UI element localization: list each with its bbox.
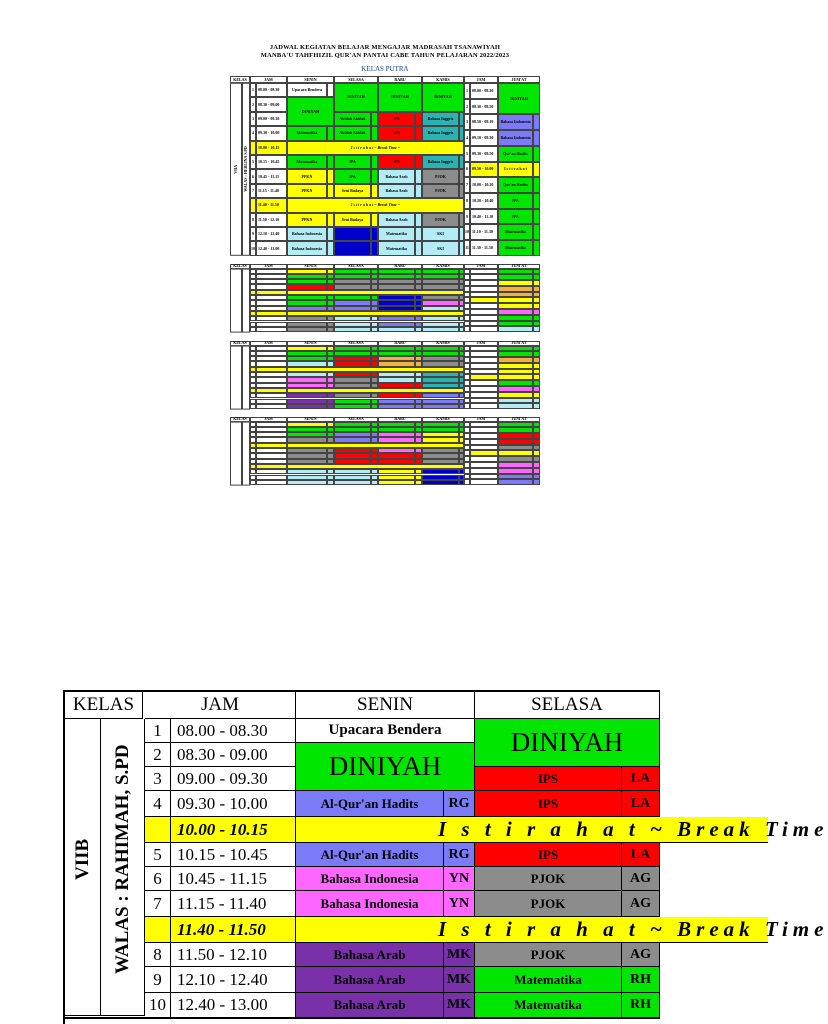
selasa-diniyah (475, 719, 660, 767)
thumb-row-number: 5 (250, 155, 256, 169)
selasa-teacher-code-text: LA (630, 846, 651, 862)
senin-subject (296, 943, 444, 967)
thumb-kamis-subject: PJOK (422, 169, 459, 183)
senin-teacher-code (444, 843, 475, 867)
selasa-subject (475, 891, 622, 917)
thumb-selasa-subject: Seni Budaya (334, 184, 371, 198)
selasa-subject (475, 967, 622, 993)
selasa-teacher-code (622, 791, 660, 817)
senin-upacara (296, 719, 475, 743)
row-jam-text: 12.10 - 12.40 (177, 969, 268, 989)
thumb-header-selasa: SELASA (334, 76, 378, 83)
thumb-header-senin: SENIN (287, 417, 334, 422)
thumb-row-number: 9 (250, 227, 256, 241)
thumb-kelas: VIIA (230, 83, 242, 256)
selasa-teacher-code-text: AG (630, 895, 651, 911)
row-number-text: 10 (149, 995, 166, 1014)
break-jam-text: 11.40 - 11.50 (177, 919, 266, 939)
thumb-rabu-subject: IPS (378, 112, 415, 126)
header-senin (296, 692, 475, 719)
selasa-subject-text: Matematika (514, 971, 582, 987)
thumb-header-jam: JAM (250, 76, 287, 83)
thumb-title-line1: JADWAL KEGIATAN BELAJAR MENGAJAR MADRASAH TSANAWIYAH (269, 44, 501, 51)
thumb-senin-subject: Matematika (287, 126, 327, 140)
selasa-subject-text: IPS (537, 846, 559, 862)
selasa-teacher-code-text: RH (630, 997, 651, 1012)
row-number (145, 743, 171, 767)
thumb-row-jam: 11.15 - 11.40 (256, 184, 287, 198)
thumb-jumat-subject: Bahasa Indonesia (498, 114, 533, 130)
senin-teacher-code-text: RG (448, 846, 470, 862)
thumb-header-senin: SENIN (287, 76, 334, 83)
selasa-teacher-code (622, 867, 660, 891)
thumb-jumat-jam: 08.50 - 09.10 (470, 114, 498, 130)
thumb-kamis-subject: PJOK (422, 184, 459, 198)
thumb-selasa-subject: IPA (334, 155, 371, 169)
thumb-break-banner: I s t i r a h a t ~ Break Time ~ (287, 141, 464, 155)
thumb-break-banner: I s t i r a h a t ~ Break Time ~ (287, 198, 464, 212)
thumb-row-jam: 12.40 - 13.00 (256, 241, 287, 255)
thumb-header-rabu: RABU (378, 417, 422, 422)
senin-subject-text: Bahasa Arab (333, 971, 406, 987)
row-jam-text: 11.15 - 11.40 (177, 893, 267, 913)
thumb-jumat-jam: 11.30 - 11.50 (470, 240, 498, 256)
row-number (145, 767, 171, 791)
senin-teacher-code (444, 993, 475, 1018)
thumb-rabu-subject: Bahasa Arab (378, 169, 415, 183)
senin-subject-text: Bahasa Arab (333, 997, 406, 1012)
thumb-jumat-jam: 08.30 - 08.50 (470, 99, 498, 115)
thumb-header-jumat: JUM'AT (498, 264, 540, 269)
senin-diniyah (296, 743, 475, 791)
senin-subject (296, 791, 444, 817)
thumb-header-jam-jumat: JAM (464, 76, 498, 83)
row-jam (171, 891, 296, 917)
thumb-rabu-subject: Matematika (378, 241, 415, 255)
thumb-header-kelas: KELAS (230, 76, 250, 83)
senin-subject-text: Al-Qur'an Hadits (320, 795, 419, 811)
thumb-jumat-number: 2 (464, 99, 470, 115)
thumb-kamis-subject: Bahasa Inggris (422, 126, 459, 140)
thumb-kamis-diniyah: DINIYAH (422, 83, 464, 112)
thumb-senin-subject: PPKN (287, 213, 327, 227)
row-jam (171, 719, 296, 743)
thumb-rabu-subject: IPS (378, 126, 415, 140)
thumb-walas: WALAS : HERLINA S.PD (242, 83, 250, 256)
senin-teacher-code (444, 891, 475, 917)
row-number (145, 867, 171, 891)
row-jam-text: 12.40 - 13.00 (177, 995, 268, 1014)
row-number-text: 8 (153, 944, 162, 964)
next-section-border (63, 1017, 660, 1019)
thumb-header-selasa: SELASA (334, 417, 378, 422)
thumb-row-jam: 09.30 - 10.00 (256, 126, 287, 140)
row-number-text: 4 (153, 793, 162, 813)
senin-subject-text: Al-Qur'an Hadits (320, 846, 419, 862)
thumb-jumat-number: 9 (464, 209, 470, 225)
selasa-subject-text: PJOK (530, 870, 566, 886)
thumb-header-senin: SENIN (287, 264, 334, 269)
thumb-row-number: 7 (250, 184, 256, 198)
thumb-jumat-subject: I s t i r a h a t (498, 162, 533, 178)
thumb-row-number: 6 (250, 169, 256, 183)
kelas-label-text: VIIB (72, 838, 93, 880)
selasa-teacher-code-text: AG (630, 870, 651, 886)
thumb-kamis-subject: PJOK (422, 213, 459, 227)
thumb-jumat-number: 8 (464, 193, 470, 209)
break-no (145, 817, 171, 843)
thumb-jumat-subject: IPA (498, 209, 533, 225)
thumb-header-rabu: RABU (378, 76, 422, 83)
break-jam-text: 10.00 - 10.15 (177, 819, 268, 839)
thumb-kamis-subject: SKI (422, 241, 459, 255)
selasa-subject-text: PJOK (530, 946, 566, 962)
selasa-subject (475, 767, 622, 791)
header-selasa-text: SELASA (531, 694, 603, 715)
selasa-teacher-code-text: LA (630, 770, 651, 786)
thumb-senin-subject: PPKN (287, 169, 327, 183)
thumb-jumat-subject: Matematika (498, 240, 533, 256)
selasa-teacher-code (622, 943, 660, 967)
thumb-header-jumat: JUM'AT (498, 76, 540, 83)
thumb-senin-subject: Bahasa Indonesia (287, 227, 327, 241)
selasa-diniyah-text: DINIYAH (510, 727, 624, 757)
senin-teacher-code-text: YN (448, 895, 470, 911)
thumb-jumat-jam: 10.20 - 10.40 (470, 193, 498, 209)
thumb-senin-diniyah: DINIYAH (287, 97, 334, 126)
row-jam (171, 993, 296, 1018)
thumb-rabu-subject: Matematika (378, 227, 415, 241)
senin-diniyah-text: DINIYAH (328, 751, 442, 781)
thumb-rabu-subject: Bahasa Arab (378, 184, 415, 198)
row-jam (171, 943, 296, 967)
senin-subject (296, 967, 444, 993)
row-jam-text: 11.50 - 12.10 (177, 944, 268, 964)
selasa-subject-text: PJOK (530, 895, 566, 911)
thumb-jumat-jam: 11.10 - 11.30 (470, 224, 498, 240)
walas-label (101, 719, 145, 999)
row-number-text: 3 (153, 768, 162, 788)
thumb-header-jumat: JUM'AT (498, 341, 540, 346)
thumb-row-jam: 08.30 - 09.00 (256, 97, 287, 111)
row-number-text: 7 (153, 893, 162, 913)
break-banner-text: I s t i r a h a t ~ Break Time (438, 917, 828, 941)
thumb-header-selasa: SELASA (334, 341, 378, 346)
senin-teacher-code-text: YN (448, 870, 470, 886)
thumb-senin-subject: Upacara Bendera (287, 83, 327, 97)
thumb-selasa-subject: Seni Budaya (334, 213, 371, 227)
thumb-rabu-diniyah: DINIYAH (378, 83, 422, 112)
thumb-row-jam: 10.00 - 10.15 (256, 141, 287, 155)
row-number (145, 943, 171, 967)
thumb-jumat-jam: 09.10 - 09.30 (470, 130, 498, 146)
thumb-jumat-subject: Bahasa Indonesia (498, 130, 533, 146)
thumb-row-jam: 10.45 - 11.15 (256, 169, 287, 183)
thumb-jumat-number: 7 (464, 177, 470, 193)
thumb-row-jam: 09.00 - 09.30 (256, 112, 287, 126)
senin-subject (296, 843, 444, 867)
thumb-jumat-jam: 10.00 - 10.20 (470, 177, 498, 193)
thumb-jumat-diniyah: DINIYAH (498, 83, 540, 114)
break-jam (171, 917, 296, 943)
header-jam-text: JAM (200, 694, 239, 715)
selasa-teacher-code-text: RH (630, 971, 651, 987)
thumb-row-number: 1 (250, 83, 256, 97)
row-jam (171, 791, 296, 817)
thumb-row-jam: 12.10 - 12.40 (256, 227, 287, 241)
thumb-jumat-subject: Qur'an Hadits (498, 146, 533, 162)
thumb-title-line2: MANBA'U TAHFHIZIL QUR'AN PANTAI CABE TAHUN PELAJARAN 2022/2023 (260, 52, 510, 59)
thumb-header-kamis: KAMIS (422, 341, 464, 346)
senin-teacher-code-text: MK (446, 971, 472, 987)
thumb-senin-subject: Bahasa Indonesia (287, 241, 327, 255)
row-number (145, 967, 171, 993)
break-banner (296, 917, 828, 943)
senin-subject-text: Bahasa Indonesia (320, 870, 419, 886)
header-kelas-text: KELAS (72, 694, 135, 715)
thumb-jumat-number: 3 (464, 114, 470, 130)
header-kelas (65, 692, 143, 719)
thumb-header-kamis: KAMIS (422, 76, 464, 83)
senin-subject (296, 867, 444, 891)
thumb-subtitle: KELAS PUTRA (361, 65, 409, 73)
thumb-row-number: 4 (250, 126, 256, 140)
row-jam-text: 08.30 - 09.00 (177, 744, 268, 764)
senin-subject-text: Bahasa Arab (333, 946, 406, 962)
thumb-row-jam: 10.15 - 10.45 (256, 155, 287, 169)
thumb-jumat-subject: Matematika (498, 224, 533, 240)
senin-upacara-text: Upacara Bendera (328, 722, 442, 738)
thumb-row-jam: 11.40 - 11.50 (256, 198, 287, 212)
row-jam-text: 10.45 - 11.15 (177, 868, 268, 888)
thumb-jumat-number: 5 (464, 146, 470, 162)
row-jam-text: 09.30 - 10.00 (177, 793, 268, 813)
senin-teacher-code (444, 867, 475, 891)
row-number-text: 6 (153, 868, 162, 888)
header-senin-text: SENIN (357, 694, 413, 715)
thumb-header-jam: JAM (250, 417, 287, 422)
thumb-header-kelas: KELAS (230, 264, 250, 269)
thumb-header-selasa: SELASA (334, 264, 378, 269)
thumb-header-kelas: KELAS (230, 417, 250, 422)
header-jam (145, 692, 296, 719)
thumb-jumat-jam: 10.40 - 11.10 (470, 209, 498, 225)
row-number-text: 2 (153, 744, 162, 764)
thumb-row-jam: 08.00 - 08.30 (256, 83, 287, 97)
row-jam (171, 843, 296, 867)
selasa-subject-text: IPS (537, 795, 559, 811)
thumb-selasa-subject: Akidah Akhlak (334, 112, 371, 126)
thumb-header-jam-jumat: JAM (464, 341, 498, 346)
selasa-subject (475, 843, 622, 867)
row-jam (171, 867, 296, 891)
break-jam (171, 817, 296, 843)
break-banner-text: I s t i r a h a t ~ Break Time (438, 817, 828, 841)
row-number (145, 891, 171, 917)
thumb-header-jam: JAM (250, 264, 287, 269)
thumb-senin-subject: PPKN (287, 184, 327, 198)
thumb-jumat-number: 1 (464, 83, 470, 99)
row-number (145, 791, 171, 817)
selasa-teacher-code (622, 993, 660, 1018)
thumb-header-kamis: KAMIS (422, 264, 464, 269)
selasa-teacher-code-text: AG (630, 946, 651, 962)
senin-teacher-code (444, 943, 475, 967)
thumb-row-number: 10 (250, 241, 256, 255)
thumb-jumat-jam: 09.30 - 09.50 (470, 146, 498, 162)
thumb-jumat-number: 11 (464, 240, 470, 256)
thumb-row-number: 2 (250, 97, 256, 111)
thumb-jumat-jam: 08.00 - 08.30 (470, 83, 498, 99)
thumb-rabu-subject: IPS (378, 155, 415, 169)
thumb-selasa-subject: Akidah Akhlak (334, 126, 371, 140)
thumb-jumat-subject: IPA (498, 193, 533, 209)
row-number-text: 9 (153, 969, 162, 989)
row-jam-text: 08.00 - 08.30 (177, 720, 268, 740)
row-number (145, 719, 171, 743)
selasa-teacher-code (622, 767, 660, 791)
senin-teacher-code-text: MK (446, 997, 472, 1012)
senin-teacher-code (444, 967, 475, 993)
thumb-jumat-subject: Qur'an Hadits (498, 177, 533, 193)
selasa-subject (475, 867, 622, 891)
selasa-teacher-code-text: LA (630, 795, 651, 811)
thumb-kamis-subject: Bahasa Inggris (422, 112, 459, 126)
thumb-senin-subject: Matematika (287, 155, 327, 169)
thumb-kamis-subject: SKI (422, 227, 459, 241)
row-number (145, 843, 171, 867)
row-jam-text: 09.00 - 09.30 (177, 768, 268, 788)
thumb-header-rabu: RABU (378, 264, 422, 269)
thumb-header-jam-jumat: JAM (464, 417, 498, 422)
row-jam (171, 743, 296, 767)
thumb-jumat-jam: 09.50 - 10.00 (470, 162, 498, 178)
selasa-subject-text: IPS (537, 770, 559, 786)
thumb-row-number: 3 (250, 112, 256, 126)
row-number-text: 1 (153, 720, 162, 740)
row-number (145, 993, 171, 1018)
selasa-teacher-code (622, 843, 660, 867)
thumb-header-kamis: KAMIS (422, 417, 464, 422)
row-number-text: 5 (153, 844, 162, 864)
thumb-jumat-number: 10 (464, 224, 470, 240)
break-banner (296, 817, 828, 843)
senin-subject-text: Bahasa Indonesia (320, 895, 419, 911)
thumb-header-kelas: KELAS (230, 341, 250, 346)
thumb-selasa-subject: IPA (334, 169, 371, 183)
selasa-subject (475, 943, 622, 967)
header-selasa (475, 692, 660, 719)
thumb-jumat-number: 4 (464, 130, 470, 146)
thumb-header-jumat: JUM'AT (498, 417, 540, 422)
selasa-teacher-code (622, 967, 660, 993)
selasa-subject-text: Matematika (514, 997, 582, 1012)
walas-label-text: WALAS : RAHIMAH, S.PD (112, 744, 133, 974)
thumb-header-jam: JAM (250, 341, 287, 346)
thumb-jumat-number: 6 (464, 162, 470, 178)
thumb-kamis-subject: Bahasa Inggris (422, 155, 459, 169)
row-jam-text: 10.15 - 10.45 (177, 844, 268, 864)
selasa-teacher-code (622, 891, 660, 917)
senin-teacher-code-text: MK (446, 946, 472, 962)
thumb-header-rabu: RABU (378, 341, 422, 346)
kelas-label (65, 719, 101, 999)
thumb-header-senin: SENIN (287, 341, 334, 346)
row-jam (171, 967, 296, 993)
senin-subject (296, 891, 444, 917)
senin-teacher-code (444, 791, 475, 817)
thumb-rabu-subject: Bahasa Arab (378, 213, 415, 227)
thumb-row-jam: 11.50 - 12.10 (256, 213, 287, 227)
selasa-subject (475, 791, 622, 817)
thumb-header-jam-jumat: JAM (464, 264, 498, 269)
selasa-subject (475, 993, 622, 1018)
thumb-row-number: 8 (250, 213, 256, 227)
senin-teacher-code-text: RG (448, 795, 470, 811)
thumb-selasa-diniyah: DINIYAH (334, 83, 378, 112)
senin-subject (296, 993, 444, 1018)
row-jam (171, 767, 296, 791)
break-no (145, 917, 171, 943)
